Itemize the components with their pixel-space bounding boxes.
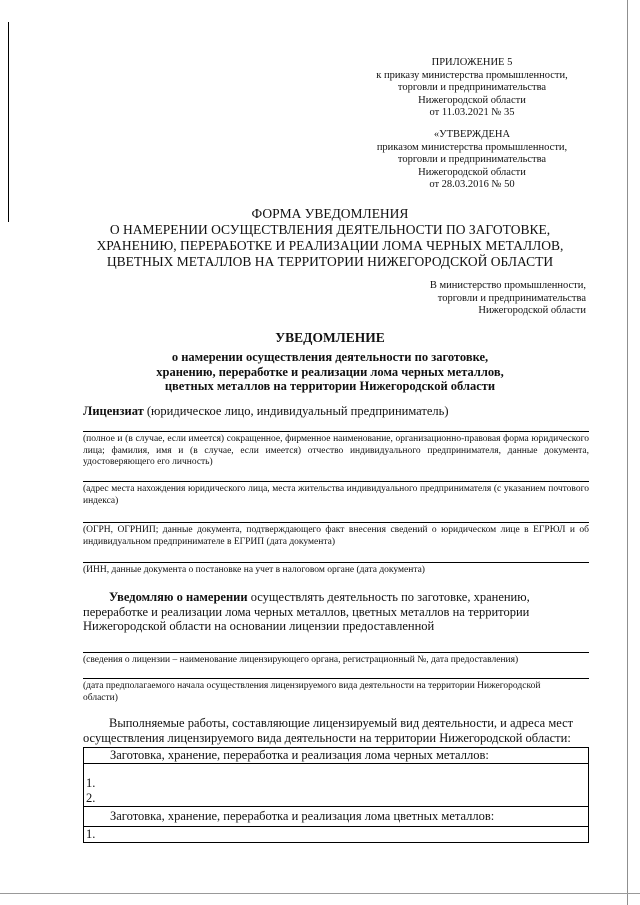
- addressee-line: В министерство промышленности,: [429, 280, 586, 291]
- licensee-desc: (юридическое лицо, индивидуальный предприниматель): [143, 404, 449, 418]
- table-row: [84, 807, 589, 827]
- notify-text: переработке и реализации лома черных металлов, цветных металлов на территории: [83, 604, 530, 619]
- list-item: 1.: [86, 827, 96, 841]
- nonferrous-header-cell: Заготовка, хранение, переработка и реализация лома цветных металлов:: [84, 807, 589, 827]
- appendix-line: к приказу министерства промышленности,: [376, 69, 568, 81]
- works-intro-line: осуществления лицензируемого вида деятельности на территории Нижегородской области:: [83, 730, 571, 745]
- notify-bold: Уведомляю о намерении: [109, 590, 248, 604]
- notice-line: о намерении осуществления деятельности по заготовке,: [171, 350, 489, 364]
- approved-line: от 28.03.2016 № 50: [429, 179, 515, 190]
- start-date-hint: (дата предполагаемого начала осуществления лицензируемого вида деятельности на территории Нижегородской области): [83, 681, 541, 703]
- notice-heading: [80, 330, 580, 394]
- ferrous-entries-cell[interactable]: [84, 764, 589, 807]
- licensee-line: [83, 404, 593, 419]
- nonferrous-entries-cell[interactable]: [84, 827, 589, 843]
- scan-edge-left: [8, 22, 9, 222]
- address-hint: (адрес места нахождения юридического лица, места жительства индивидуального предпринимателя (с указанием почтового индекса): [83, 484, 589, 506]
- works-intro: [83, 716, 593, 745]
- approved-title: «УТВЕРЖДЕНА: [433, 129, 511, 140]
- notice-line: хранению, переработке и реализации лома черных металлов,: [156, 364, 504, 379]
- works-table: [83, 747, 589, 843]
- name-hint: (полное и (в случае, если имеется) сокращенное, фирменное наименование, организационно-правовая форма юридического лица; фамилия, имя и (в случае, если имеется) отчество индивидуального предпринимателя, данные документа, удостоверяющего его личность): [83, 434, 589, 467]
- approved-line: приказом министерства промышленности,: [376, 141, 568, 153]
- licensee-label: Лицензиат: [83, 404, 144, 418]
- notice-line: цветных металлов на территории Нижегородской области: [164, 379, 496, 393]
- appendix-line: торговли и предпринимательства: [397, 82, 547, 93]
- ogrn-hint: (ОГРН, ОГРНИП; данные документа, подтверждающего факт внесения сведений о юридическом лице в ЕГРЮЛ и об индивидуальном предпринимателе в ЕГРИП (дата документа): [83, 525, 589, 547]
- addressee-line: Нижегородской области: [478, 305, 586, 316]
- appendix-block: [372, 57, 572, 120]
- name-field-line[interactable]: [83, 431, 589, 432]
- table-row[interactable]: [84, 764, 589, 807]
- inn-hint: (ИНН, данные документа о постановке на учет в налоговом органе (дата документа): [83, 565, 425, 575]
- addressee-block: [360, 280, 586, 318]
- approved-line: Нижегородской области: [418, 166, 526, 178]
- license-field-line[interactable]: [83, 652, 589, 653]
- notify-text: осуществлять деятельность по заготовке, хранению,: [247, 590, 530, 604]
- form-title-line: ЦВЕТНЫХ МЕТАЛЛОВ НА ТЕРРИТОРИИ НИЖЕГОРОДСКОЙ ОБЛАСТИ: [106, 254, 554, 269]
- table-row: [84, 748, 589, 764]
- notify-text: Нижегородской области на основании лицензии предоставленной: [83, 619, 435, 633]
- table-row[interactable]: [84, 827, 589, 843]
- form-title-line: ХРАНЕНИЮ, ПЕРЕРАБОТКЕ И РЕАЛИЗАЦИИ ЛОМА ЧЕРНЫХ МЕТАЛЛОВ,: [96, 238, 564, 253]
- start-date-field-line[interactable]: [83, 678, 589, 679]
- address-field-line[interactable]: [83, 481, 589, 482]
- works-intro-line: Выполняемые работы, составляющие лицензируемый вид деятельности, и адреса мест: [109, 716, 574, 730]
- scan-edge-right: [627, 0, 628, 905]
- addressee-line: торговли и предпринимательства: [437, 292, 586, 304]
- form-title-line: ФОРМА УВЕДОМЛЕНИЯ: [251, 206, 409, 221]
- form-title: [60, 206, 600, 270]
- appendix-line: Нижегородской области: [418, 94, 526, 106]
- appendix-title: ПРИЛОЖЕНИЕ 5: [431, 57, 513, 68]
- scan-edge-bottom: [0, 893, 640, 894]
- approved-line: торговли и предпринимательства: [397, 154, 547, 165]
- appendix-line: от 11.03.2021 № 35: [429, 107, 515, 118]
- form-title-line: О НАМЕРЕНИИ ОСУЩЕСТВЛЕНИЯ ДЕЯТЕЛЬНОСТИ ПО ЗАГОТОВКЕ,: [109, 222, 551, 237]
- approved-block: [372, 129, 572, 192]
- ogrn-field-line[interactable]: [83, 522, 589, 523]
- inn-field-line[interactable]: [83, 562, 589, 563]
- notice-title: УВЕДОМЛЕНИЕ: [275, 330, 385, 345]
- list-item: 1.: [86, 776, 96, 790]
- list-item: 2.: [86, 791, 96, 805]
- license-hint: (сведения о лицензии – наименование лицензирующего органа, регистрационный №, дата предоставления): [83, 655, 519, 665]
- ferrous-header-cell: Заготовка, хранение, переработка и реализация лома черных металлов:: [84, 748, 589, 764]
- notify-paragraph: [83, 590, 593, 634]
